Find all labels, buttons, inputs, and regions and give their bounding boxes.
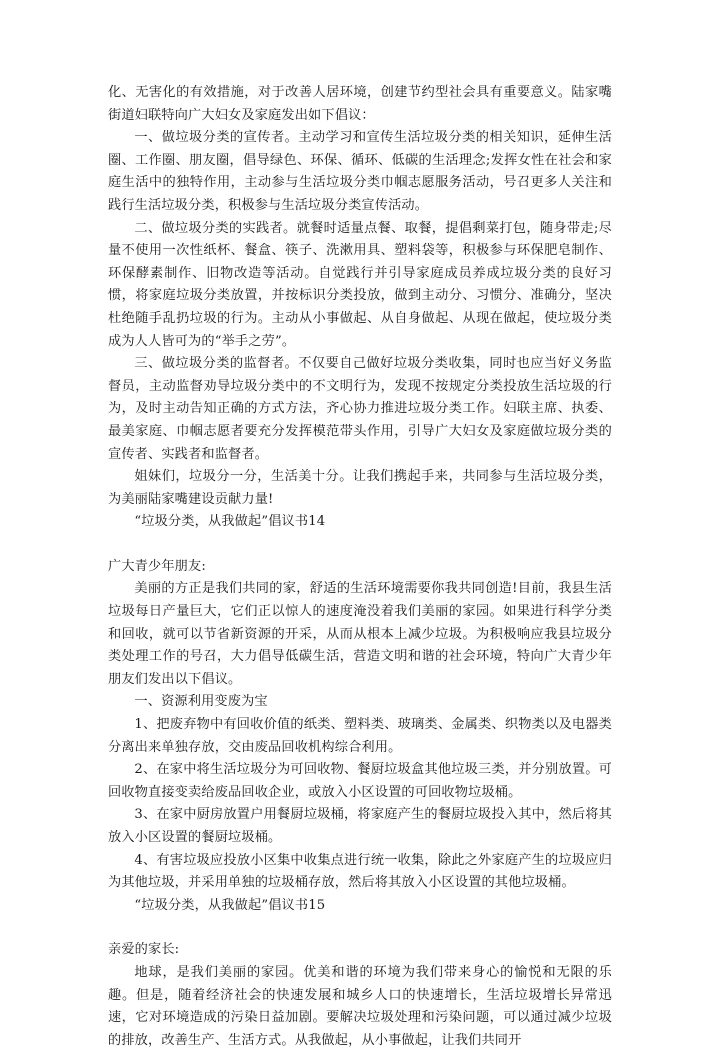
heading-resource-reuse: 一、资源利用变废为宝 [134, 694, 268, 710]
paragraph-intro-continued: 化、无害化的有效措施，对于改善人居环境，创建节约型社会具有重要意义。陆家嘴街道妇联特向广大妇女及家庭发出如下倡议： [108, 85, 612, 123]
proposal-title-15: “垃圾分类，从我做起”倡议书15 [134, 897, 326, 913]
salutation-parents: 亲爱的家长: [108, 942, 180, 958]
paragraph-supervisor: 三、做垃圾分类的监督者。不仅要自己做好垃圾分类收集，同时也应当好义务监督员，主动监督劝导垃圾分类中的不文明行为，发现不按规定分类投放生活垃圾的行为，及时主动告知正确的方式方法，齐心协力推进垃圾分类工作。妇联主席、执委、最美家庭、巾帼志愿者要充分发挥模范带头作用，引导广大妇女及家庭做垃圾分类的宣传者、实践者和监督者。 [108, 356, 612, 462]
list-item-3: 3、在家中厨房放置户用餐厨垃圾桶，将家庭产生的餐厨垃圾投入其中，然后将其放入小区设置的餐厨垃圾桶。 [108, 807, 612, 845]
salutation-youth: 广大青少年朋友: [108, 558, 206, 574]
list-item-4: 4、有害垃圾应投放小区集中收集点进行统一收集，除此之外家庭产生的垃圾应归为其他垃圾，并采用单独的垃圾桶存放，然后将其放入小区设置的其他垃圾桶。 [108, 852, 612, 891]
section-gap [108, 534, 612, 556]
paragraph-propagandist: 一、做垃圾分类的宣传者。主动学习和宣传生活垃圾分类的相关知识，延伸生活圈、工作圈、朋友圈，倡导绿色、环保、循环、低碳的生活理念;发挥女性在社会和家庭生活中的独特作用，主动参与生活垃圾分类巾帼志愿服务活动，号召更多人关注和践行生活垃圾分类，积极参与生活垃圾分类宣传活动。 [108, 130, 612, 213]
list-item-1: 1、把废弃物中有回收价值的纸类、塑料类、玻璃类、金属类、织物类以及电器类分离出来单独存放，交由废品回收机构综合利用。 [108, 717, 612, 755]
paragraph-closing: 姐妹们，垃圾分一分，生活美十分。让我们携起手来，共同参与生活垃圾分类，为美丽陆家嘴建设贡献力量! [108, 469, 612, 507]
section-gap [108, 917, 612, 939]
proposal-title-14: “垃圾分类，从我做起”倡议书14 [134, 514, 326, 530]
paragraph-youth-intro: 美丽的方正是我们共同的家，舒适的生活环境需要你我共同创造!目前，我县生活垃圾每日产量巨大，它们正以惊人的速度淹没着我们美丽的家园。如果进行科学分类和回收，就可以节省新资源的开采，从而从根本上减少垃圾。为积极响应我县垃圾分类处理工作的号召，大力倡导低碳生活，营造文明和谐的社会环境，特向广大青少年朋友们发出以下倡议。 [108, 581, 612, 687]
paragraph-practitioner: 二、做垃圾分类的实践者。就餐时适量点餐、取餐，提倡剩菜打包，随身带走;尽量不使用一次性纸杯、餐盒、筷子、洗漱用具、塑料袋等，积极参与环保肥皂制作、环保酵素制作、旧物改造等活动。自觉践行并引导家庭成员养成垃圾分类的良好习惯，将家庭垃圾分类放置，并按标识分类投放，做到主动分、习惯分、准确分，坚决杜绝随手乱扔垃圾的行为。主动从小事做起、从自身做起、从现在做起，使垃圾分类成为人人皆可为的“举手之劳”。 [108, 220, 612, 349]
paragraph-parents-intro: 地球，是我们美丽的家园。优美和谐的环境为我们带来身心的愉悦和无限的乐趣。但是，随着经济社会的快速发展和城乡人口的快速增长，生活垃圾增长异常迅速，它对环境造成的污染日益加剧。要解决垃圾处理和污染问题，可以通过减少垃圾的排放，改善生产、生活方式。从我做起，从小事做起，让我们共同开 [108, 964, 612, 1048]
list-item-2: 2、在家中将生活垃圾分为可回收物、餐厨垃圾盒其他垃圾三类，并分别放置。可回收物直接变卖给废品回收企业，或放入小区设置的可回收物垃圾桶。 [108, 762, 612, 800]
